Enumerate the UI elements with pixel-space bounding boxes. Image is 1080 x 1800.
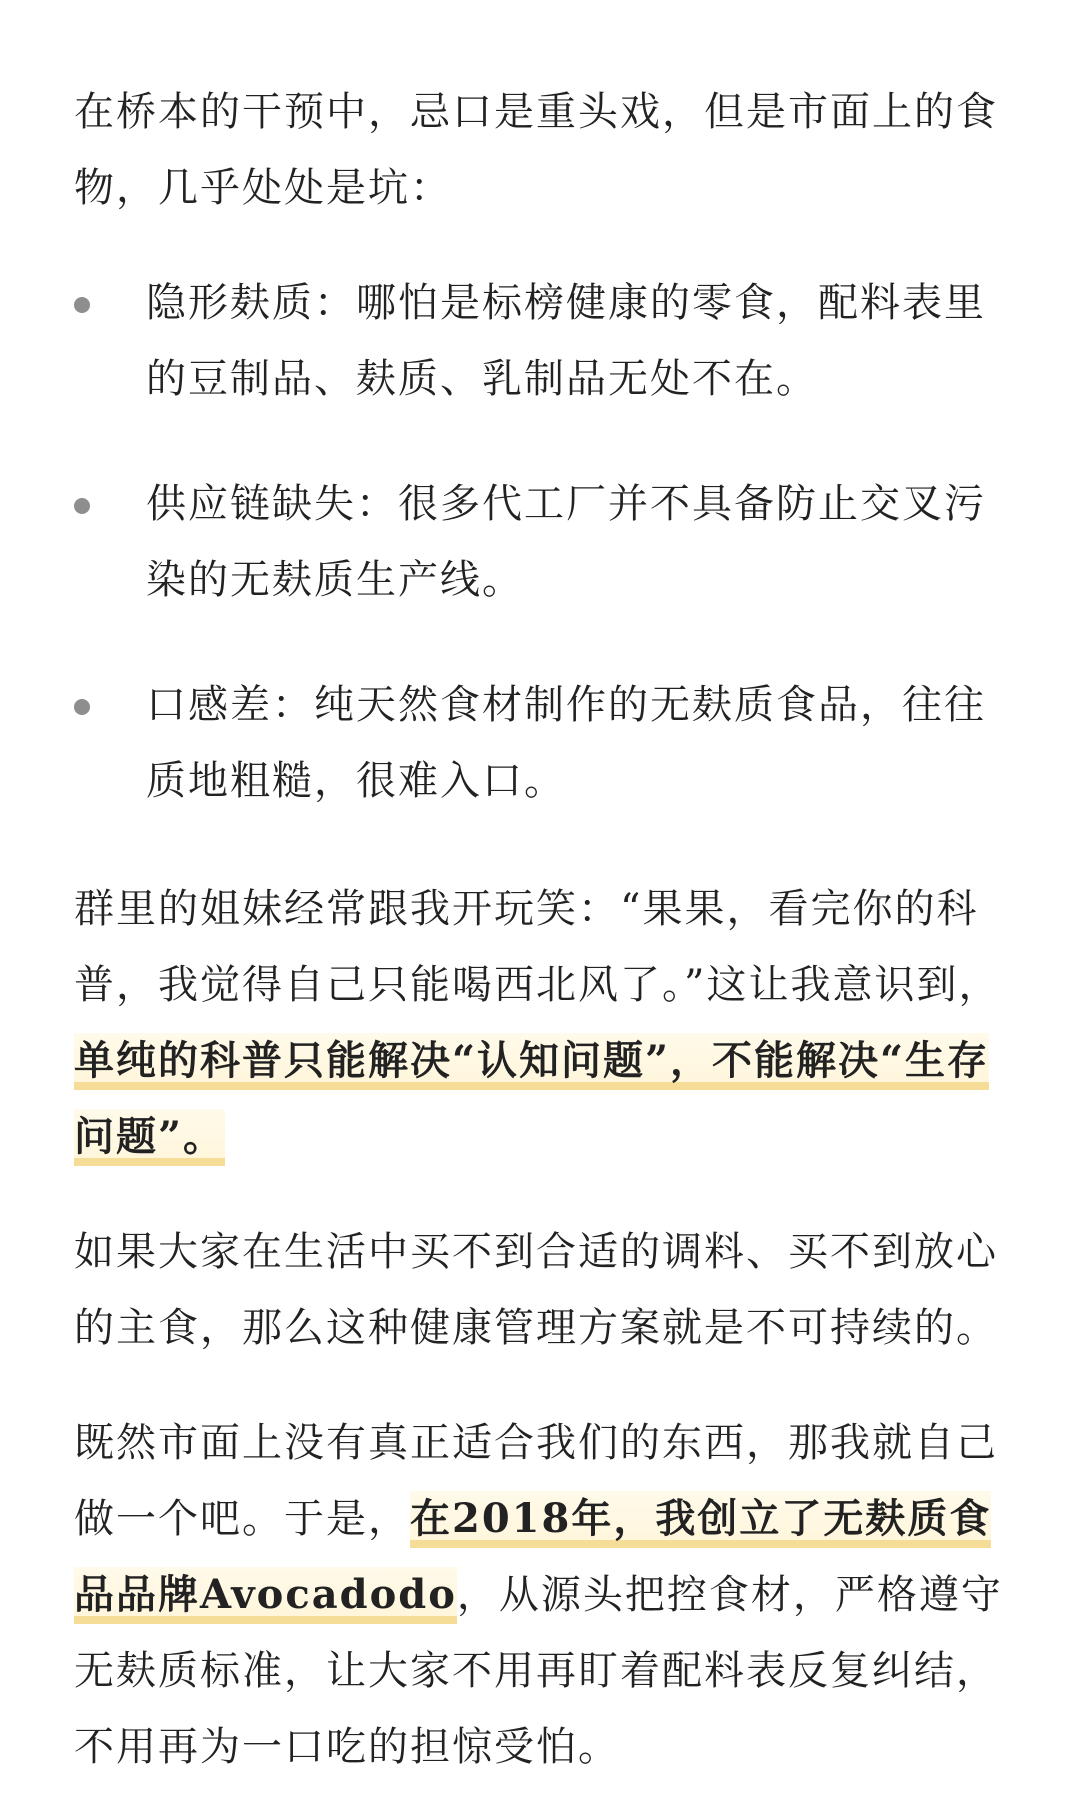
bullet-dot-icon (74, 297, 90, 313)
list-item (74, 265, 1006, 417)
list-item-text: 隐形麸质：哪怕是标榜健康的零食，配料表里的豆制品、麸质、乳制品无处不在。 (146, 280, 986, 402)
intro-paragraph: 在桥本的干预中，忌口是重头戏，但是市面上的食物，几乎处处是坑： (74, 89, 998, 211)
joke-paragraph (74, 871, 1006, 1175)
founding-after: ，从源头把控食材，严格遵守无麸质标准，让大家不用再盯着配料表反复纠结，不用再为一口吃的担惊受怕。 (74, 1572, 1003, 1770)
list-item-text: 供应链缺失：很多代工厂并不具备防止交叉污染的无麸质生产线。 (146, 481, 986, 603)
list-item (74, 667, 1006, 819)
founding-highlight: 在2018年，我创立了无麸质食品品牌Avocadodo (74, 1491, 991, 1624)
founding-paragraph (74, 1405, 1006, 1785)
joke-highlight: 单纯的科普只能解决“认知问题”，不能解决“生存问题”。 (74, 1033, 989, 1166)
founding-before: 既然市面上没有真正适合我们的东西，那我就自己做一个吧。于是， (74, 1420, 998, 1542)
bullet-dot-icon (74, 699, 90, 715)
bullet-dot-icon (74, 498, 90, 514)
sustainability-paragraph: 如果大家在生活中买不到合适的调料、买不到放心的主食，那么这种健康管理方案就是不可持续的。 (74, 1229, 998, 1351)
pitfalls-list (74, 265, 1006, 819)
list-item-text: 口感差：纯天然食材制作的无麸质食品，往往质地粗糙，很难入口。 (146, 682, 986, 804)
list-item (74, 466, 1006, 618)
joke-text: 群里的姐妹经常跟我开玩笑：“果果，看完你的科普，我觉得自己只能喝西北风了。”这让我意识到， (74, 886, 1001, 1008)
